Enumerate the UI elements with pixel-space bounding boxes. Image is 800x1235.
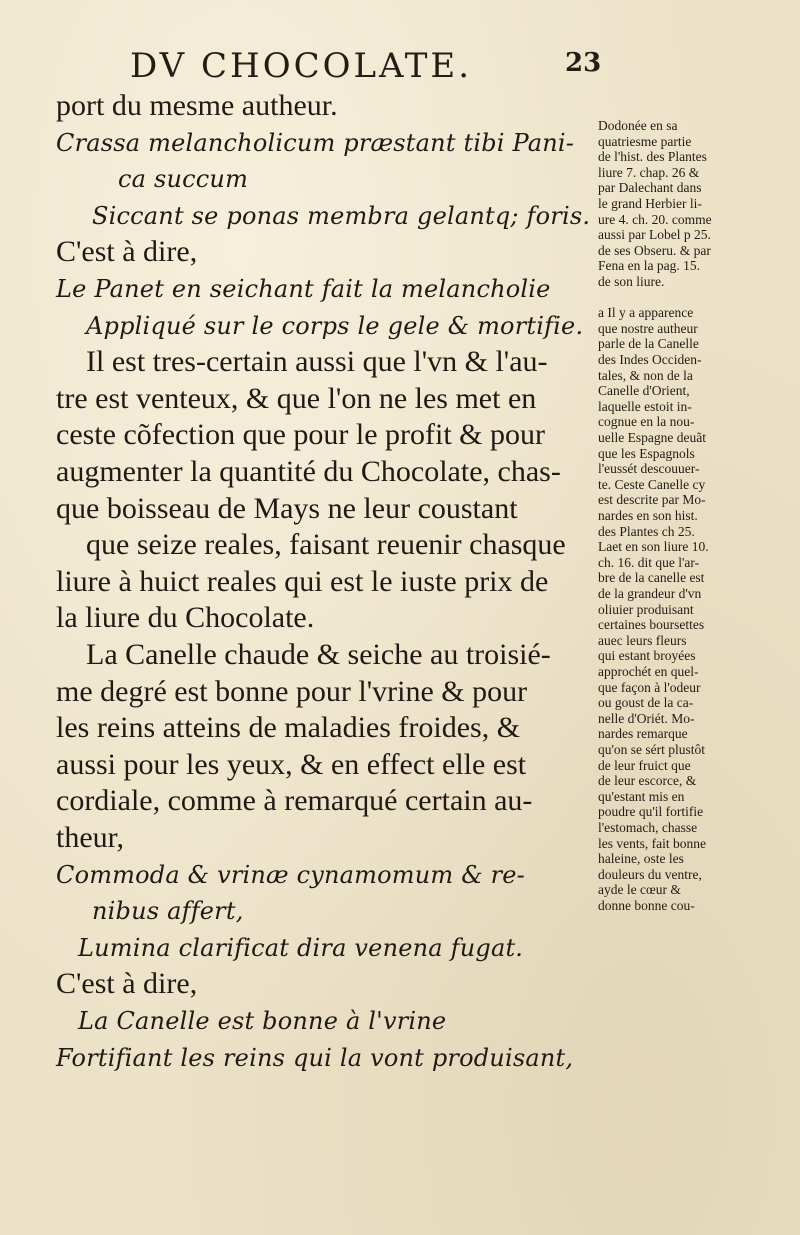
margin-note-line: parle de la Canelle [598, 336, 699, 352]
margin-note-line: ou goust de la ca- [598, 695, 694, 711]
margin-note-line: de leur escorce, & [598, 773, 697, 789]
margin-note-line: cognue en la nou- [598, 414, 695, 430]
margin-note-line: des Indes Occiden- [598, 352, 702, 367]
margin-note-line: Laet en son liure 10. [598, 539, 709, 555]
margin-note-line: douleurs du ventre, [598, 866, 702, 882]
margin-note-line: oliuier produisant [598, 601, 694, 617]
margin-note-line: qu'estant mis en [598, 788, 685, 804]
margin-note-line: liure 7. chap. 26 & [598, 164, 700, 180]
page-number: 23 [565, 48, 602, 78]
margin-note-line: de leur fruict que [598, 757, 691, 773]
margin-note-line: par Dalechant dans [598, 180, 702, 196]
margin-note-line: nelle d'Oriét. Mo- [598, 710, 695, 726]
margin-note-line: les vents, fait bonne [598, 835, 706, 851]
text-line: C'est à dire, [56, 235, 198, 269]
margin-note-line: ch. 16. dit que l'ar- [598, 554, 700, 570]
text-line: Le Panet en seichant fait la melancholie [56, 275, 551, 303]
text-line: augmenter la quantité du Chocolate, chas- [56, 455, 561, 488]
margin-note-line: de son liure. [598, 274, 665, 289]
margin-note-line: nardes remarque [598, 726, 688, 742]
text-line: Appliqué sur le corps le gele & mortifie. [86, 311, 584, 340]
text-line: liure à huict reales qui est le iuste prix de [56, 564, 549, 598]
text-line: nibus affert, [92, 897, 244, 926]
margin-note-line: quatriesme partie [598, 133, 692, 149]
margin-note-line: haleine, oste les [598, 851, 684, 867]
margin-note-line: que façon à l'odeur [598, 679, 701, 695]
text-line: que boisseau de Mays ne leur coustant [56, 491, 518, 525]
margin-note-line: que les Espagnols [598, 445, 695, 461]
text-line: ceste cõfection que pour le profit & pour [56, 418, 545, 452]
text-line: Crassa melancholicum præstant tibi Pani- [56, 128, 575, 157]
margin-note-line: approchét en quel- [598, 664, 699, 679]
text-line: tre est venteux, & que l'on ne les met en [56, 381, 537, 415]
margin-note-line: auec leurs fleurs [598, 632, 687, 648]
margin-note-line: l'estomach, chasse [598, 820, 698, 835]
margin-note-line: Dodonée en sa [598, 118, 678, 133]
margin-note-line: laquelle estoit in- [598, 398, 692, 414]
margin-note-line: poudre qu'il fortifie [598, 804, 704, 820]
margin-note-line: de la grandeur d'vn [598, 586, 702, 601]
margin-note-line: donne bonne cou- [598, 898, 695, 913]
margin-note-line: bre de la canelle est [598, 570, 705, 586]
margin-note-line: de ses Obseru. & par [598, 242, 711, 258]
text-line: La Canelle est bonne à l'vrine [78, 1007, 447, 1035]
text-line: cordiale, comme à remarqué certain au- [56, 784, 533, 818]
margin-note-line: qui estant broyées [598, 648, 696, 664]
margin-note-line: nardes en son hist. [598, 508, 698, 523]
text-line: les reins atteins de maladies froides, & [56, 711, 521, 745]
margin-note-line: Fena en la pag. 15. [598, 258, 700, 274]
text-line: port du mesme autheur. [56, 89, 338, 122]
margin-note-line: le grand Herbier li- [598, 196, 702, 211]
margin-note-line: que nostre autheur [598, 320, 698, 336]
running-title: DV CHOCOLATE. [130, 46, 473, 86]
margin-note-line: l'eussét descouuer- [598, 461, 700, 477]
margin-note-line: uelle Espagne deuãt [598, 430, 706, 445]
text-line: Lumina clarificat dira venena fugat. [78, 933, 524, 962]
margin-note-line: des Plantes ch 25. [598, 523, 695, 539]
margin-note-line: te. Ceste Canelle cy [598, 476, 706, 492]
text-line: theur, [56, 821, 124, 854]
text-line: Il est tres-certain aussi que l'vn & l'au- [86, 345, 548, 379]
margin-note-line: tales, & non de la [598, 367, 693, 383]
margin-note-line: aussi par Lobel p 25. [598, 227, 711, 243]
text-line: aussi pour les yeux, & en effect elle est [56, 747, 527, 781]
margin-note-line: de l'hist. des Plantes [598, 149, 707, 165]
text-line: que seize reales, faisant reuenir chasque [86, 528, 566, 562]
text-line: ca succum [118, 165, 249, 194]
margin-note-line: certaines boursettes [598, 617, 705, 633]
margin-note-line: est descrite par Mo- [598, 492, 706, 508]
text-line: me degré est bonne pour l'vrine & pour [56, 674, 528, 708]
text-line: La Canelle chaude & seiche au troisié- [86, 638, 551, 671]
margin-note-line: ure 4. ch. 20. comme [598, 211, 712, 227]
text-line: la liure du Chocolate. [56, 601, 315, 635]
margin-note-line: a Il y a apparence [598, 305, 694, 321]
margin-note-line: Canelle d'Orient, [598, 383, 690, 399]
text-line: Siccant se ponas membra gelantq; foris. [92, 201, 591, 230]
margin-note-line: ayde le cœur & [598, 882, 681, 898]
margin-note-line: qu'on se sért plustôt [598, 742, 706, 757]
text-line: C'est à dire, [56, 967, 198, 1001]
text-line: Fortifiant les reins qui la vont produisant, [56, 1043, 574, 1072]
text-line: Commoda & vrinæ cynamomum & re- [56, 860, 525, 889]
